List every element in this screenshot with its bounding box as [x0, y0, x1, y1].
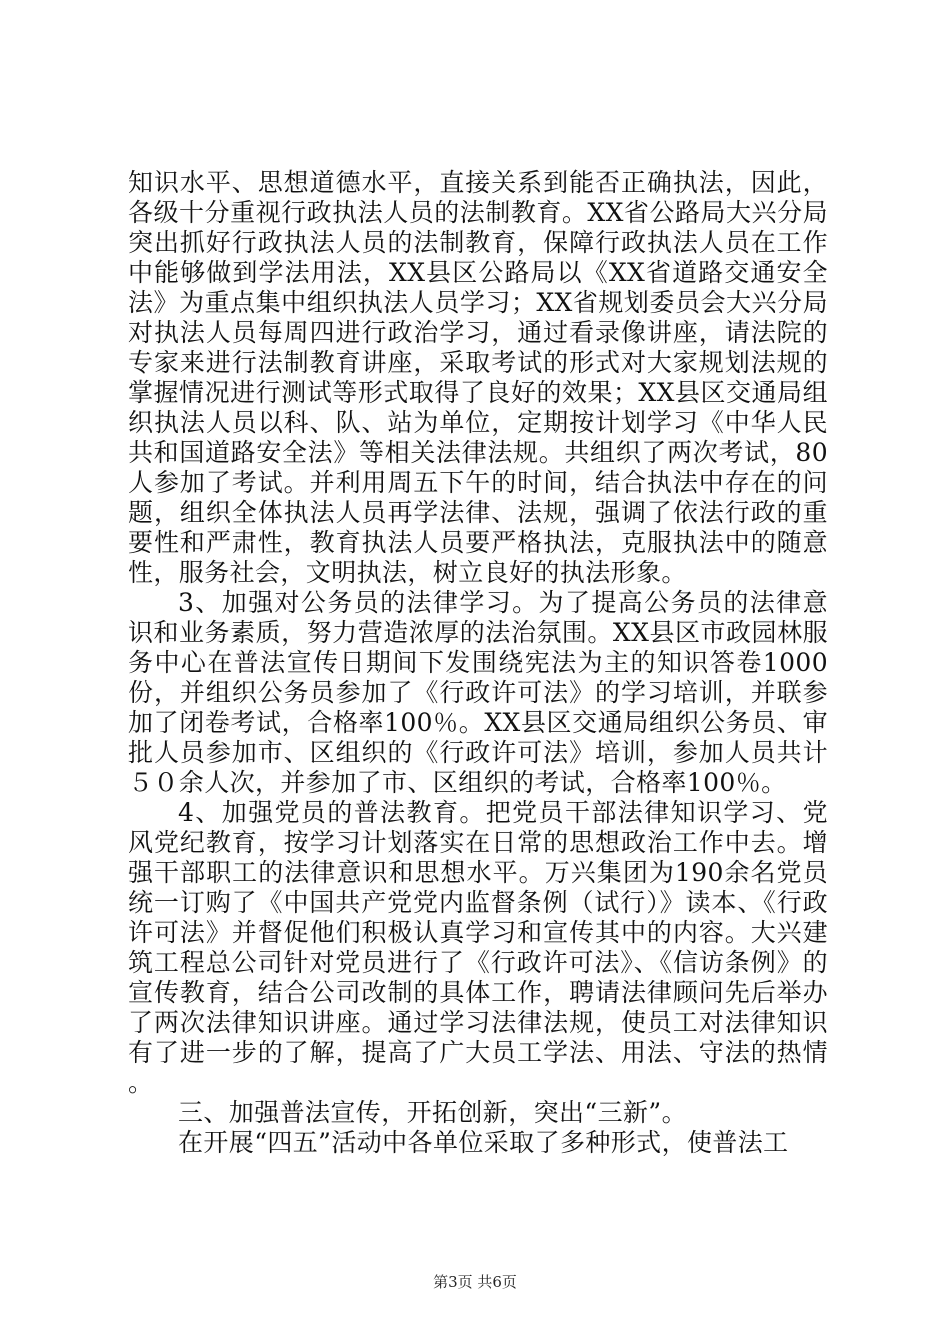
page-footer: 第3页 共6页	[433, 1273, 517, 1291]
paragraph-party-member-education: 4、加强党员的普法教育。把党员干部法律知识学习、党风党纪教育，按学习计划落实在日常的思想政治工作中去。增强干部职工的法律意识和思想水平。万兴集团为190余名党员统一订购了《中国共产党党内监督条例（试行）》读本、《行政许可法》并督促他们积极认真学习和宣传其中的内容。大兴建筑工程总公司针对党员进行了《行政许可法》、《信访条例》的宣传教育，结合公司改制的具体工作，聘请法律顾问先后举办了两次法律知识讲座。通过学习法律法规，使员工对法律知识有了进一步的了解，提高了广大员工学法、用法、守法的热情。	[128, 798, 828, 1097]
document-body	[128, 168, 828, 1158]
paragraph-civil-servant-study: 3、加强对公务员的法律学习。为了提高公务员的法律意识和业务素质，努力营造浓厚的法治氛围。XX县区市政园林服务中心在普法宣传日期间下发围绕宪法为主的知识答卷1000份，并组织公务员参加了《行政许可法》的学习培训，并联参加了闭卷考试，合格率100％。XX县区交通局组织公务员、审批人员参加市、区组织的《行政许可法》培训，参加人员共计５０余人次，并参加了市、区组织的考试，合格率100％。	[128, 588, 828, 797]
section-heading-three: 三、加强普法宣传，开拓创新，突出“三新”。	[178, 1098, 687, 1127]
paragraph-four-five-activities: 在开展“四五”活动中各单位采取了多种形式，使普法工	[178, 1128, 789, 1157]
paragraph-continued: 知识水平、思想道德水平，直接关系到能否正确执法，因此，各级十分重视行政执法人员的法制教育。XX省公路局大兴分局突出抓好行政执法人员的法制教育，保障行政执法人员在工作中能够做到学法用法，XX县区公路局以《XX省道路交通安全法》为重点集中组织执法人员学习；XX省规划委员会大兴分局对执法人员每周四进行政治学习，通过看录像讲座，请法院的专家来进行法制教育讲座，采取考试的形式对大家规划法规的掌握情况进行测试等形式取得了良好的效果；XX县区交通局组织执法人员以科、队、站为单位，定期按计划学习《中华人民共和国道路安全法》等相关法律法规。共组织了两次考试，80人参加了考试。并利用周五下午的时间，结合执法中存在的问题，组织全体执法人员再学法律、法规，强调了依法行政的重要性和严肃性，教育执法人员要严格执法，克服执法中的随意性，服务社会，文明执法，树立良好的执法形象。	[128, 168, 828, 587]
